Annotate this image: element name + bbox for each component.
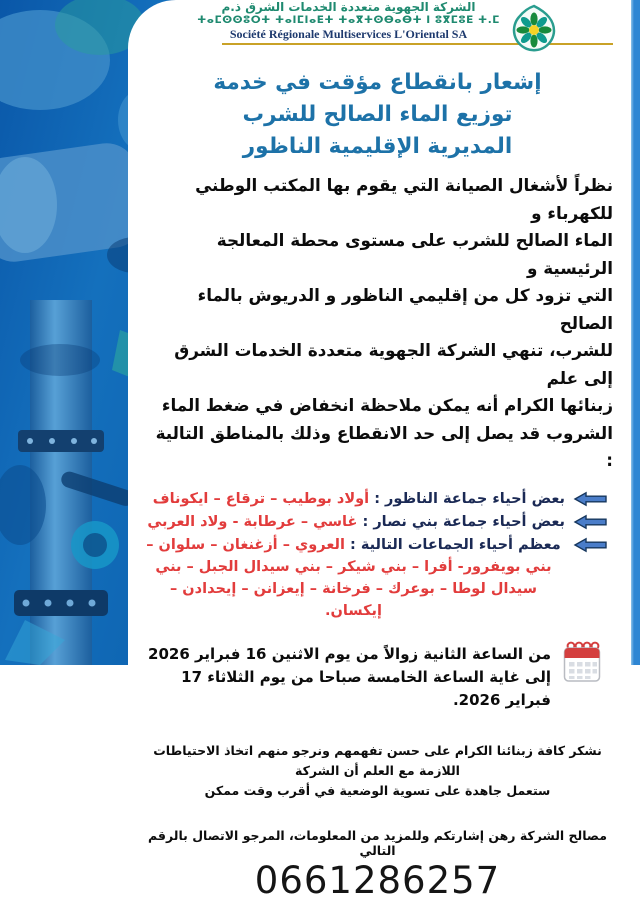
area-names: العروي – أزغنغان – سلوان – بني بويفرور- أفرا – بني شيكر – بني سيدال الجبل – بني سيدال لوطا – بوعرك – فرخانة – إيعزانن – إيحدادن – إيكسان.: [146, 536, 552, 619]
body-line: زبنائها الكرام أنه يمكن ملاحظة انخفاض في ضغط الماء: [161, 395, 613, 415]
company-name-arabic: الشركة الجهوية متعددة الخدمات الشرق ذ.م: [221, 0, 476, 14]
company-header: [142, 2, 613, 52]
body-line: التي تزود كل من إقليمي الناظور و الدريوش بالماء الصالح: [197, 285, 613, 333]
notice-panel: [128, 0, 631, 902]
title-line: المديرية الإقليمية الناظور: [242, 134, 513, 159]
page-title: [142, 67, 613, 163]
calendar-icon: [563, 639, 601, 683]
list-item: [142, 511, 607, 533]
area-names: غاسي – عرطابة - ولاد العربي: [147, 513, 358, 530]
list-item: [142, 534, 607, 622]
area-names: أولاد بوطيب – ترقاع – ايكوناف: [152, 490, 370, 507]
body-line: الماء الصالح للشرب على مستوى محطة المعالجة الرئيسية و: [216, 230, 613, 278]
company-logo-icon: [510, 3, 558, 51]
notice-body: [142, 172, 613, 475]
area-group-label: بعض أحياء جماعة الناظور :: [374, 490, 565, 507]
area-group-label: بعض أحياء جماعة بني نصار :: [362, 513, 565, 530]
title-line: توزيع الماء الصالح للشرب: [242, 102, 513, 127]
list-item: [142, 488, 607, 510]
company-name-tifinagh: ⵜⴰⵎⵙⵙⵓⵔⵜ ⵜⴰⵏⵎⵏⴰⴹⵜ ⵜⴰⴳⵜⵙⴱⴰⴱⵜ ⵏ ⵓⴳⵎⵓⴹ ⵜ.ⵎ: [197, 14, 500, 26]
schedule-line-end: إلى غاية الساعة الخامسة صباحا من يوم الثلاثاء 17 فبراير 2026.: [181, 667, 551, 709]
schedule-line-start: من الساعة الثانية زوالاً من يوم الاثنين 16 فبراير 2026: [148, 644, 551, 663]
phone-number: 0661286257: [254, 858, 501, 902]
right-edge-stripe: [631, 0, 640, 665]
area-group-label: معظم أحياء الجماعات التالية :: [350, 536, 561, 553]
body-line: نظراً لأشغال الصيانة التي يقوم بها المكتب الوطني للكهرباء و: [195, 175, 613, 223]
company-name-block: [197, 0, 500, 41]
arrow-left-icon: [574, 538, 607, 552]
contact-line: مصالح الشركة رهن إشارتكم وللمزيد من المعلومات، المرجو الاتصال بالرقم التالي: [148, 827, 607, 858]
thanks-line: نشكر كافة زبنائنا الكرام على حسن تفهمهم ونرجو منهم اتخاذ الاحتياطات اللازمة مع العلم أن الشركة: [153, 742, 602, 778]
company-name-french: Société Régionale Multiservices L'Oriental SA: [229, 27, 468, 41]
arrow-left-icon: [574, 492, 607, 506]
title-line: إشعار بانقطاع مؤقت في خدمة: [213, 70, 542, 95]
body-line: الشروب قد يصل إلى حد الانقطاع وذلك بالمناطق التالية :: [155, 422, 613, 470]
thanks-line: ستعمل جاهدة على تسوية الوضعية في أقرب وقت ممكن: [204, 782, 551, 798]
thanks-note: [142, 741, 613, 801]
schedule-text: [142, 637, 551, 712]
body-line: للشرب، تنهي الشركة الجهوية متعددة الخدمات الشرق إلى علم: [174, 340, 613, 388]
affected-areas-list: [142, 488, 613, 622]
arrow-left-icon: [574, 515, 607, 529]
interruption-schedule: [142, 637, 613, 712]
